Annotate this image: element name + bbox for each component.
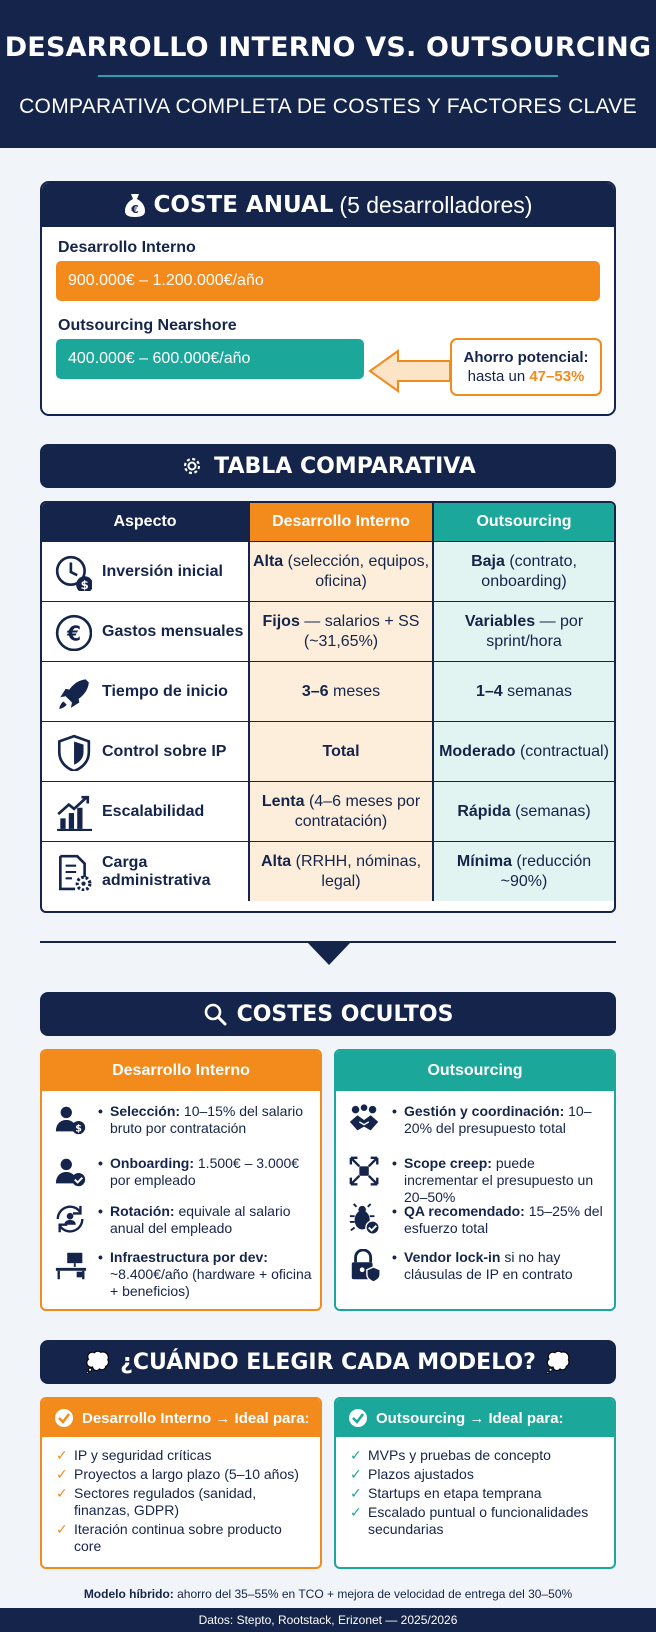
outsourcing-cell-strong: Moderado [439,742,516,760]
outsourcing-cell-text: — por sprint/hora [486,612,584,650]
hidden-cost-item [348,1203,606,1237]
hidden-cost-text [392,1155,606,1206]
ideal-list-item: ✓ Proyectos a largo plazo (5–10 años) [56,1466,310,1483]
hidden-cost-item [348,1249,606,1283]
hidden-cost-label: Infraestructura por dev: [110,1249,268,1265]
comparison-table-title: TABLA COMPARATIVA [214,453,476,479]
shield-icon [54,733,92,771]
check-circle-icon [348,1408,368,1428]
hidden-cost-detail: equivale al salario anual del empleado [110,1203,291,1236]
outsourcing-cost-bar: 400.000€ – 600.000€/año [56,339,364,379]
internal-cell [248,542,432,601]
aspect-label: Escalabilidad [102,802,205,820]
hidden-costs-outsourcing-header: Outsourcing [336,1051,614,1091]
when-to-choose-header [40,1340,616,1384]
thought-bubble-icon: 💭 [545,1350,571,1374]
hidden-cost-item [54,1203,312,1237]
hidden-cost-detail: 10–15% del salario bruto por contratación [110,1103,304,1136]
aspect-label: Inversión inicial [102,562,223,580]
internal-cell-strong: 3–6 [301,682,329,700]
aspect-cell [42,662,248,721]
table-row [42,842,614,901]
aspect-cell [42,842,248,901]
hidden-cost-label: Scope creep: [404,1155,492,1171]
column-header-internal: Desarrollo Interno [248,503,432,541]
aspect-label: Carga administrativa [102,853,211,889]
when-to-choose-title: ¿CUÁNDO ELEGIR CADA MODELO? [120,1349,536,1375]
money-bag-icon [124,192,146,218]
hidden-cost-label: Selección: [110,1103,181,1119]
hidden-cost-label: Onboarding: [110,1155,194,1171]
search-icon [203,1002,227,1026]
hidden-costs-header [40,992,616,1036]
column-header-aspect: Aspecto [42,503,248,541]
annual-cost-subtitle: (5 desarrolladores) [339,191,533,218]
savings-percentage: 47–53% [529,368,585,385]
internal-ideal-card [40,1397,322,1569]
hidden-cost-detail: 10–20% del presupuesto total [404,1103,592,1136]
hidden-cost-detail: si no hay cláusulas de IP en contrato [404,1249,573,1282]
outsourcing-ideal-title: Outsourcing → Ideal para: [376,1409,564,1427]
rocket-icon [54,673,92,711]
outsourcing-ideal-card [334,1397,616,1569]
svg-text:$: $ [75,1123,82,1135]
hidden-cost-label: Rotación: [110,1203,175,1219]
ideal-list-item: ✓ Sectores regulados (sanidad, finanzas, GDPR) [56,1485,310,1519]
svg-text:€: € [130,203,139,216]
internal-cell-text: (RRHH, nóminas, legal) [291,852,422,890]
savings-prefix: hasta un [467,368,526,385]
comparison-table-header [40,444,616,488]
internal-cell [248,602,432,661]
hidden-cost-text [392,1203,606,1237]
outsourcing-ideal-list [336,1437,614,1538]
table-row [42,782,614,841]
hidden-cost-item [54,1103,312,1137]
svg-text:€: € [67,620,82,645]
column-header-outsourcing: Outsourcing [432,503,614,541]
outsourcing-cell [432,602,614,661]
outsourcing-label: Outsourcing Nearshore [58,317,237,334]
internal-cell-strong: Fijos [262,612,300,630]
hidden-cost-text [392,1103,606,1137]
hidden-cost-label: Gestión y coordinación: [404,1103,565,1119]
internal-ideal-title: Desarrollo Interno → Ideal para: [82,1409,310,1427]
ideal-list-item: ✓ IP y seguridad críticas [56,1447,310,1464]
outsourcing-cell [432,662,614,721]
internal-ideal-header [42,1399,320,1437]
user-money-icon [54,1103,88,1137]
hidden-cost-text [98,1203,312,1237]
page-subtitle: COMPARATIVA COMPLETA DE COSTES Y FACTORES CLAVE [19,95,637,118]
outsourcing-cell-strong: Mínima [456,852,512,870]
expand-icon [348,1155,382,1189]
internal-cell-strong: Alta [260,852,292,870]
outsourcing-cell [432,842,614,901]
hybrid-model-label: Modelo híbrido: [83,1587,174,1601]
page-title: DESARROLLO INTERNO VS. OUTSOURCING [4,32,652,63]
hidden-costs-internal-card [40,1049,322,1311]
internal-cell-text: meses [328,682,381,700]
outsourcing-ideal-header [336,1399,614,1437]
internal-cost-bar: 900.000€ – 1.200.000€/año [56,261,600,301]
svg-text:$: $ [80,577,89,591]
aspect-cell [42,602,248,661]
aspect-label: Tiempo de inicio [102,682,228,700]
ideal-list-item: ✓ Escalado puntual o funcionalidades secundarias [350,1504,604,1538]
internal-cell [248,662,432,721]
hidden-cost-text [98,1155,312,1189]
title-rule [98,75,558,77]
outsourcing-cell-strong: Rápida [457,802,511,820]
hidden-cost-item [348,1155,606,1206]
internal-ideal-list [42,1437,320,1555]
outsourcing-cell-text: (reducción ~90%) [500,852,592,890]
euro-icon [54,613,92,651]
annual-cost-header [42,183,614,227]
hidden-cost-text [392,1249,606,1283]
outsourcing-cell [432,722,614,781]
internal-cell-strong: Total [322,742,360,760]
ideal-list-item: ✓ Plazos ajustados [350,1466,604,1483]
hidden-cost-item [54,1249,312,1300]
table-row [42,662,614,721]
lock-icon [348,1249,382,1283]
desk-icon [54,1249,88,1283]
internal-cell [248,842,432,901]
hidden-cost-item [348,1103,606,1137]
outsourcing-cell-text: (contractual) [515,742,609,760]
outsourcing-cell-text: (semanas) [510,802,591,820]
arrow-left-icon [368,349,452,393]
outsourcing-cell-strong: Variables [464,612,536,630]
header [0,0,656,148]
hidden-cost-item [54,1155,312,1189]
aspect-label: Gastos mensuales [102,622,244,640]
annual-cost-card [40,181,616,416]
clock-money-icon [54,553,92,591]
hidden-cost-detail: 15–25% del esfuerzo total [404,1203,603,1236]
internal-cell [248,782,432,841]
hybrid-model-note [0,1587,656,1601]
hidden-costs-internal-header: Desarrollo Interno [42,1051,320,1091]
thought-bubble-icon: 💭 [85,1350,111,1374]
internal-cell-text: — salarios + SS (~31,65%) [299,612,420,650]
hidden-cost-detail: ~8.400€/año (hardware + oficina + beneficios) [110,1266,312,1299]
ideal-list-item: ✓ MVPs y pruebas de concepto [350,1447,604,1464]
aspect-cell [42,782,248,841]
hidden-cost-detail: 1.500€ – 3.000€ por empleado [110,1155,300,1188]
internal-cell-text: (selección, equipos, oficina) [283,552,430,590]
outsourcing-cell-strong: Baja [471,552,505,570]
table-header-row [42,503,614,541]
outsourcing-cell-strong: 1–4 [475,682,503,700]
annual-cost-title: COSTE ANUAL [153,192,334,218]
hybrid-model-text: ahorro del 35–55% en TCO + mejora de velocidad de entrega del 30–50% [173,1587,573,1601]
internal-cell-strong: Alta [252,552,284,570]
savings-callout [450,338,602,396]
handshake-icon [348,1103,382,1137]
hidden-cost-label: QA recomendado: [404,1203,525,1219]
aspect-cell [42,722,248,781]
user-check-icon [54,1155,88,1189]
growth-chart-icon [54,793,92,831]
internal-cell-text: (4–6 meses por contratación) [294,792,421,830]
ideal-list-item: ✓ Iteración continua sobre producto core [56,1521,310,1555]
internal-cell-strong: Lenta [261,792,305,810]
table-row [42,602,614,661]
ideal-list-item: ✓ Startups en etapa temprana [350,1485,604,1502]
gear-icon [180,454,204,478]
outsourcing-cell-text: (contrato, onboarding) [481,552,577,590]
outsourcing-cell-text: semanas [502,682,573,700]
outsourcing-cell [432,782,614,841]
document-gear-icon [54,853,92,891]
comparison-table [40,501,616,913]
rotation-icon [54,1203,88,1237]
aspect-label: Control sobre IP [102,742,227,760]
hidden-costs-outsourcing-card [334,1049,616,1311]
internal-label: Desarrollo Interno [58,239,196,256]
aspect-cell [42,542,248,601]
check-circle-icon [54,1408,74,1428]
hidden-cost-detail: puede incrementar el presupuesto un 20–50% [404,1155,594,1205]
bug-icon [348,1203,382,1237]
outsourcing-cell [432,542,614,601]
savings-title: Ahorro potencial: [463,349,589,366]
hidden-costs-title: COSTES OCULTOS [236,1001,454,1027]
footer-sources: Datos: Stepto, Rootstack, Erizonet — 2025/2026 [0,1608,656,1632]
table-row [42,722,614,781]
hidden-cost-text [98,1103,312,1137]
chevron-down-icon [308,943,350,965]
hidden-cost-text [98,1249,312,1300]
hidden-cost-label: Vendor lock-in [404,1249,501,1265]
internal-cell [248,722,432,781]
table-row [42,542,614,601]
